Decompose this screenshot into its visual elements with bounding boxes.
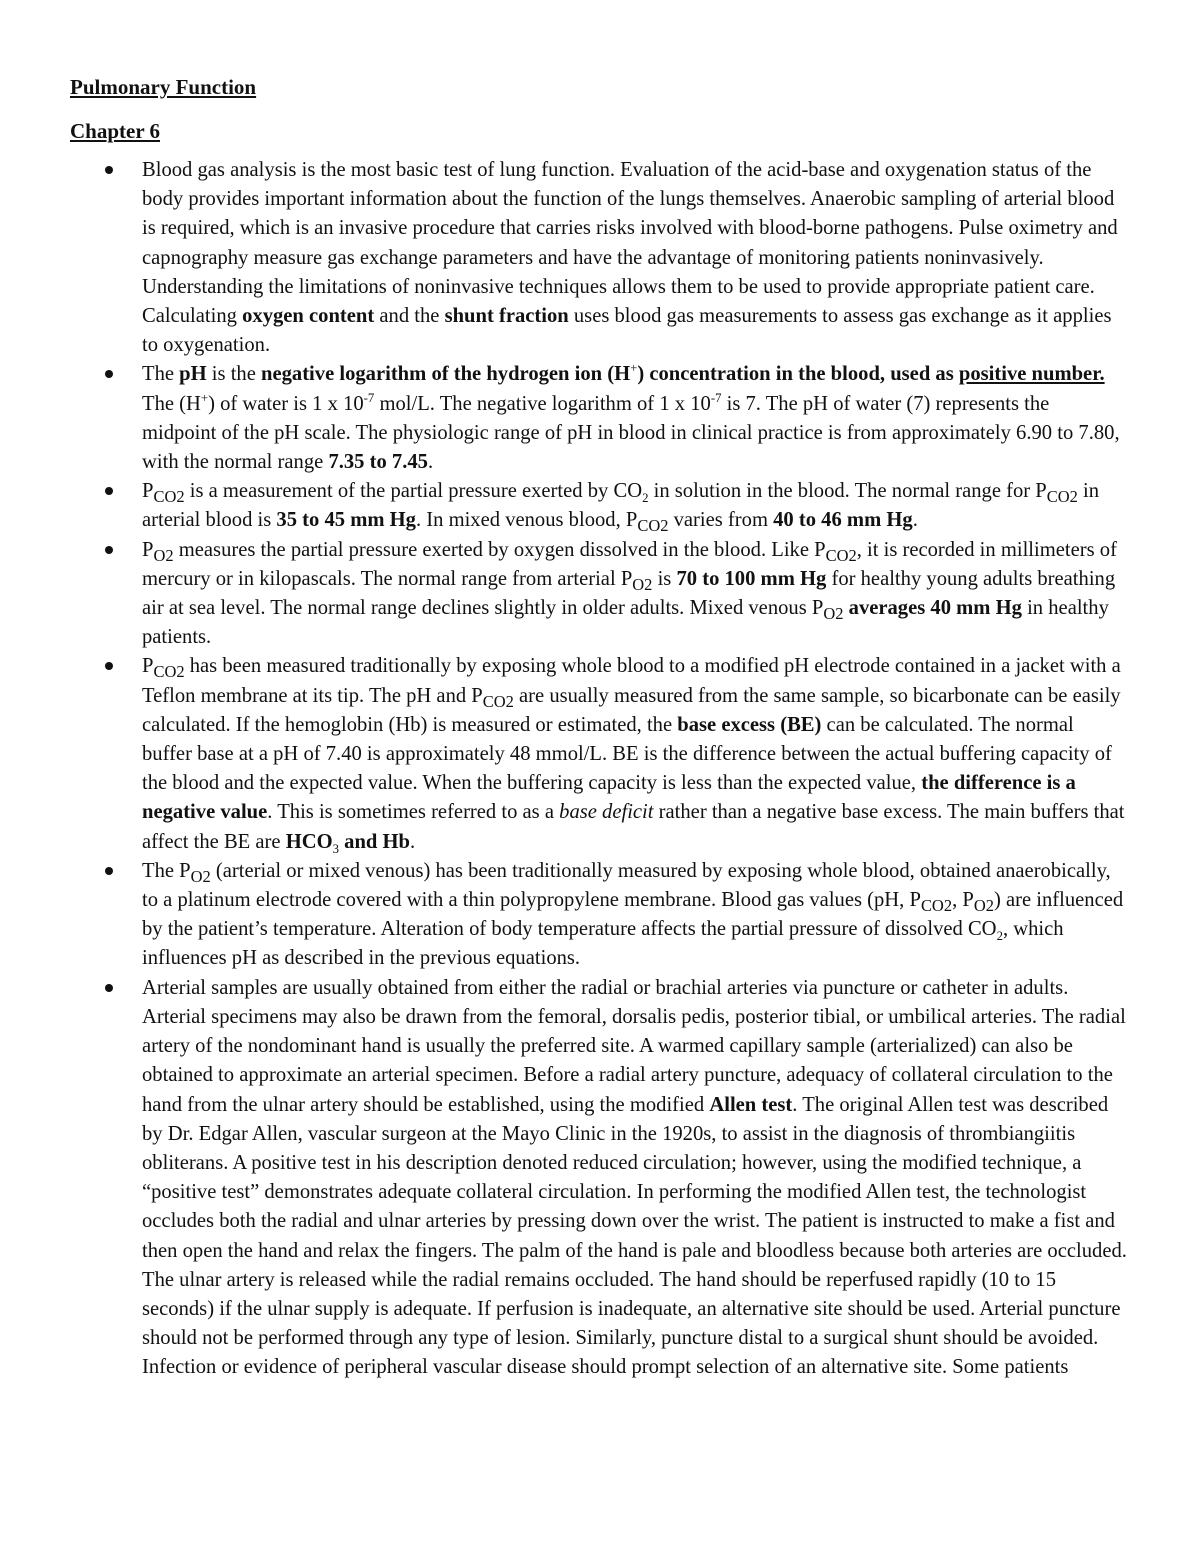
bullet-po2-measurement: The $P_{O2}$ (arterial or mixed venous) has been traditionally measured by exposing whole blood, obtained anaerobically, to a platinum electrode covered with a thin polypropylene membrane. Blood gas values (pH, $P_{CO2}$, $P_{O2}$) are influenced by the patient’s temperature. Alteration of body temperature affects the partial pressure of dissolved $CO_2$, which influences pH as described in the previous equations. bbox=[70, 857, 1128, 974]
bullet-pco2-measurement: $P_{CO2}$ has been measured traditionally by exposing whole blood to a modified pH electrode contained in a jacket with a Teflon membrane at its tip. The pH and $P_{CO2}$ are usually measured from the same sample, so bicarbonate can be easily calculated. If the hemoglobin (Hb) is measured or estimated, the base excess (BE) can be calculated. The normal buffer base at a pH of 7.40 is approximately 48 mmol/L. BE is the difference between the actual buffering capacity of the blood and the expected value. When the buffering capacity is less than the expected value, the difference is a negative value. This is sometimes referred to as a base deficit rather than a negative base excess. The main buffers that affect the BE are $HCO_3$ and Hb. bbox=[70, 652, 1128, 856]
bullet-pco2: $P_{CO2}$ is a measurement of the partial pressure exerted by $CO_2$ in solution in the blood. The normal range for $P_{CO2}$ in arterial blood is 35 to 45 mm Hg. In mixed venous blood, $P_{CO2}$ varies from 40 to 46 mm Hg. bbox=[70, 477, 1128, 535]
document-title: Pulmonary Function bbox=[70, 75, 257, 99]
bullet-po2: $P_{O2}$ measures the partial pressure exerted by oxygen dissolved in the blood. Like $P_{CO2}$, it is recorded in millimeters of mercury or in kilopascals. The normal range from arterial $P_{O2}$ is 70 to 100 mm Hg for healthy young adults breathing air at sea level. The normal range declines slightly in older adults. Mixed venous $P_{O2}$ averages 40 mm Hg in healthy patients. bbox=[70, 536, 1128, 653]
bullet-list bbox=[70, 156, 1128, 1383]
chapter-heading: Chapter 6 bbox=[70, 119, 161, 143]
bullet-arterial-samples: Arterial samples are usually obtained from either the radial or brachial arteries via puncture or catheter in adults. Arterial specimens may also be drawn from the femoral, dorsalis pedis, posterior tibial, or umbilical arteries. The radial artery of the nondominant hand is usually the preferred site. A warmed capillary sample (arterialized) can also be obtained to approximate an arterial specimen. Before a radial artery puncture, adequacy of collateral circulation to the hand from the ulnar artery should be established, using the modified Allen test. The original Allen test was described by Dr. Edgar Allen, vascular surgeon at the Mayo Clinic in the 1920s, to assist in the diagnosis of thrombiangiitis obliterans. A positive test in his description denoted reduced circulation; however, using the modified technique, a “positive test” demonstrates adequate collateral circulation. In performing the modified Allen test, the technologist occludes both the radial and ulnar arteries by pressing down over the wrist. The patient is instructed to make a fist and then open the hand and relax the fingers. The palm of the hand is pale and bloodless because both arteries are occluded. The ulnar artery is released while the radial remains occluded. The hand should be reperfused rapidly (10 to 15 seconds) if the ulnar supply is adequate. If perfusion is inadequate, an alternative site should be used. Arterial puncture should not be performed through any type of lesion. Similarly, puncture distal to a surgical shunt should be avoided. Infection or evidence of peripheral vascular disease should prompt selection of an alternative site. Some patients bbox=[70, 974, 1128, 1383]
bullet-blood-gas-analysis: Blood gas analysis is the most basic test of lung function. Evaluation of the acid-base and oxygenation status of the body provides important information about the function of the lungs themselves. Anaerobic sampling of arterial blood is required, which is an invasive procedure that carries risks involved with blood-borne pathogens. Pulse oximetry and capnography measure gas exchange parameters and have the advantage of monitoring patients noninvasively. Understanding the limitations of noninvasive techniques allows them to be used to provide appropriate patient care. Calculating oxygen content and the shunt fraction uses blood gas measurements to assess gas exchange as it applies to oxygenation. bbox=[70, 156, 1128, 360]
bullet-ph: The pH is the negative logarithm of the hydrogen ion (H+) concentration in the blood, used as positive number. The (H+) of water is 1 x $10^{-7}$ mol/L. The negative logarithm of 1 x $10^{-7}$ is 7. The pH of water (7) represents the midpoint of the pH scale. The physiologic range of pH in blood in clinical practice is from approximately 6.90 to 7.80, with the normal range 7.35 to 7.45. bbox=[70, 360, 1128, 477]
